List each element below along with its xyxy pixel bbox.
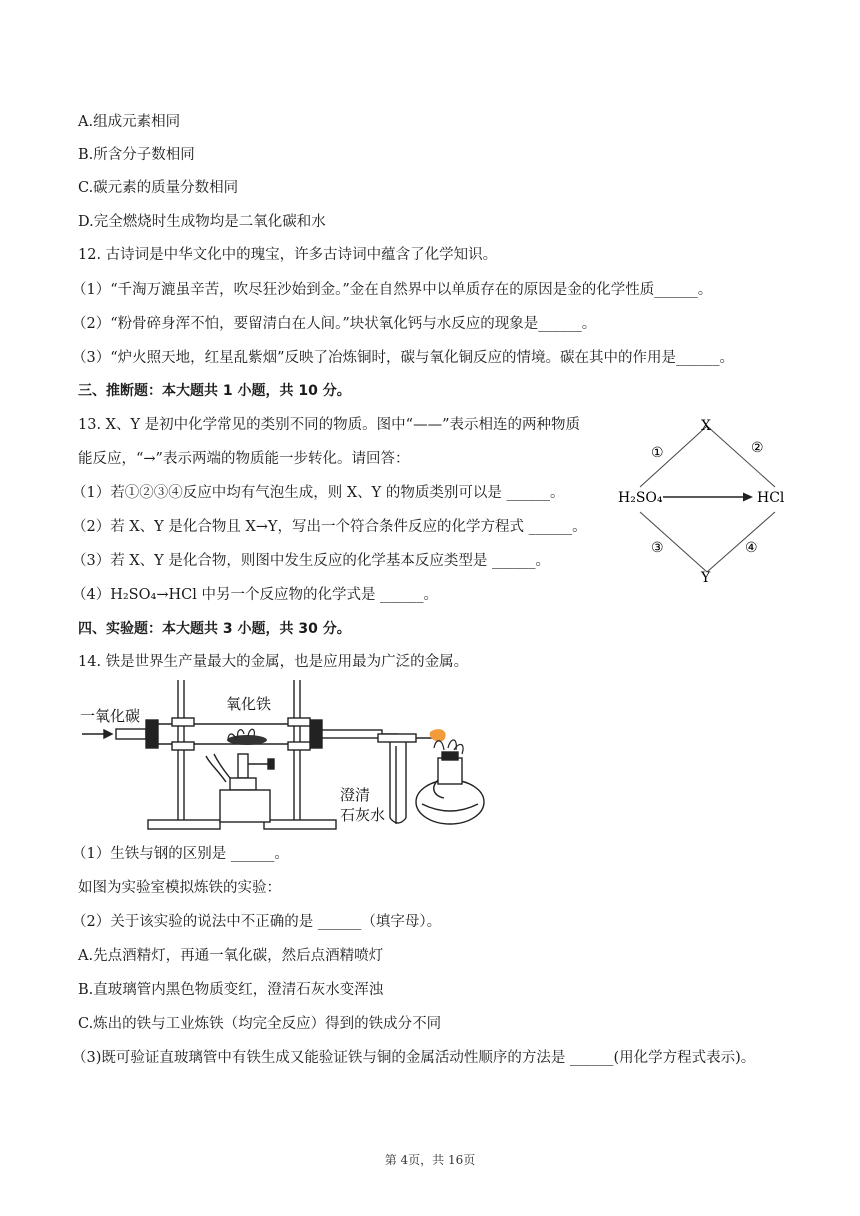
question-14-part-2: （2）关于该实验的说法中不正确的是 ______（填字母）。 (72, 914, 442, 930)
question-14-option-a: A.先点酒精灯，再通一氧化碳，然后点酒精喷灯 (78, 948, 384, 964)
question-13-part-4: （4）H₂SO₄→HCl 中另一个反应物的化学式是 ______。 (72, 587, 439, 603)
section-4-heading: 四、实验题：本大题共 3 小题，共 30 分。 (78, 621, 351, 637)
question-12: 12. 古诗词是中华文化中的瑰宝，许多古诗词中蕴含了化学知识。 (78, 247, 498, 263)
label-1: ① (651, 445, 664, 461)
node-y: Y (701, 570, 711, 586)
section-3-heading: 三、推断题：本大题共 1 小题，共 10 分。 (78, 383, 351, 399)
node-h2so4: H₂SO₄ (618, 490, 663, 506)
question-14-part-1: （1）生铁与钢的区别是 ______。 (72, 846, 289, 862)
question-14-part-3: （3)既可验证直玻璃管中有铁生成又能验证铁与铜的金属活动性顺序的方法是 ______(用化学方程式表示)。 (72, 1050, 756, 1066)
option-d: D.完全燃烧时生成物均是二氧化碳和水 (78, 214, 326, 230)
question-13-line-2: 能反应，“→”表示两端的物质能一步转化。请回答： (78, 451, 410, 467)
iron-oxide-sample (227, 735, 267, 745)
lamp-flame (430, 729, 446, 741)
question-12-part-3: （3）“炉火照天地，红星乱紫烟”反映了冶炼铜时，碳与氧化铜反应的情境。碳在其中的作用是______。 (72, 350, 735, 366)
label-4: ④ (745, 540, 758, 556)
question-12-part-1: （1）“千淘万漉虽辛苦，吹尽狂沙始到金。”金在自然界中以单质存在的原因是金的化学性质______。 (72, 282, 713, 298)
node-hcl: HCl (757, 490, 785, 506)
question-13-line-1: 13. X、Y 是初中化学常见的类别不同的物质。图中“——”表示相连的两种物质 (78, 417, 580, 433)
node-x: X (701, 418, 711, 434)
label-2: ② (751, 440, 764, 456)
option-a: A.组成元素相同 (78, 114, 181, 130)
option-c: C.碳元素的质量分数相同 (78, 180, 239, 196)
option-b: B.所含分子数相同 (78, 147, 195, 163)
label-limewater-2: 石灰水 (340, 806, 386, 824)
label-co: 一氧化碳 (80, 707, 141, 725)
iron-smelting-apparatus (78, 678, 488, 838)
page-footer: 第 4页，共 16页 (384, 1153, 476, 1167)
question-13-part-3: （3）若 X、Y 是化合物，则图中发生反应的化学基本反应类型是 ______。 (72, 553, 550, 569)
question-14-option-c: C.炼出的铁与工业炼铁（均完全反应）得到的铁成分不同 (78, 1016, 442, 1032)
question-14-intro: 如图为实验室模拟炼铁的实验： (78, 880, 281, 896)
label-3: ③ (651, 540, 664, 556)
label-limewater-1: 澄清 (340, 786, 371, 804)
question-14: 14. 铁是世界生产量最大的金属，也是应用最为广泛的金属。 (78, 654, 469, 670)
question-13-part-1: （1）若①②③④反应中均有气泡生成，则 X、Y 的物质类别可以是 ______。 (72, 485, 565, 501)
question-13-part-2: （2）若 X、Y 是化合物且 X→Y，写出一个符合条件反应的化学方程式 ______。 (72, 519, 587, 535)
label-iron-oxide: 氧化铁 (226, 695, 272, 713)
question-12-part-2: （2）“粉骨碎身浑不怕，要留清白在人间。”块状氧化钙与水反应的现象是______。 (72, 316, 597, 332)
reaction-diagram (615, 412, 795, 587)
question-14-option-b: B.直玻璃管内黑色物质变红，澄清石灰水变浑浊 (78, 982, 384, 998)
